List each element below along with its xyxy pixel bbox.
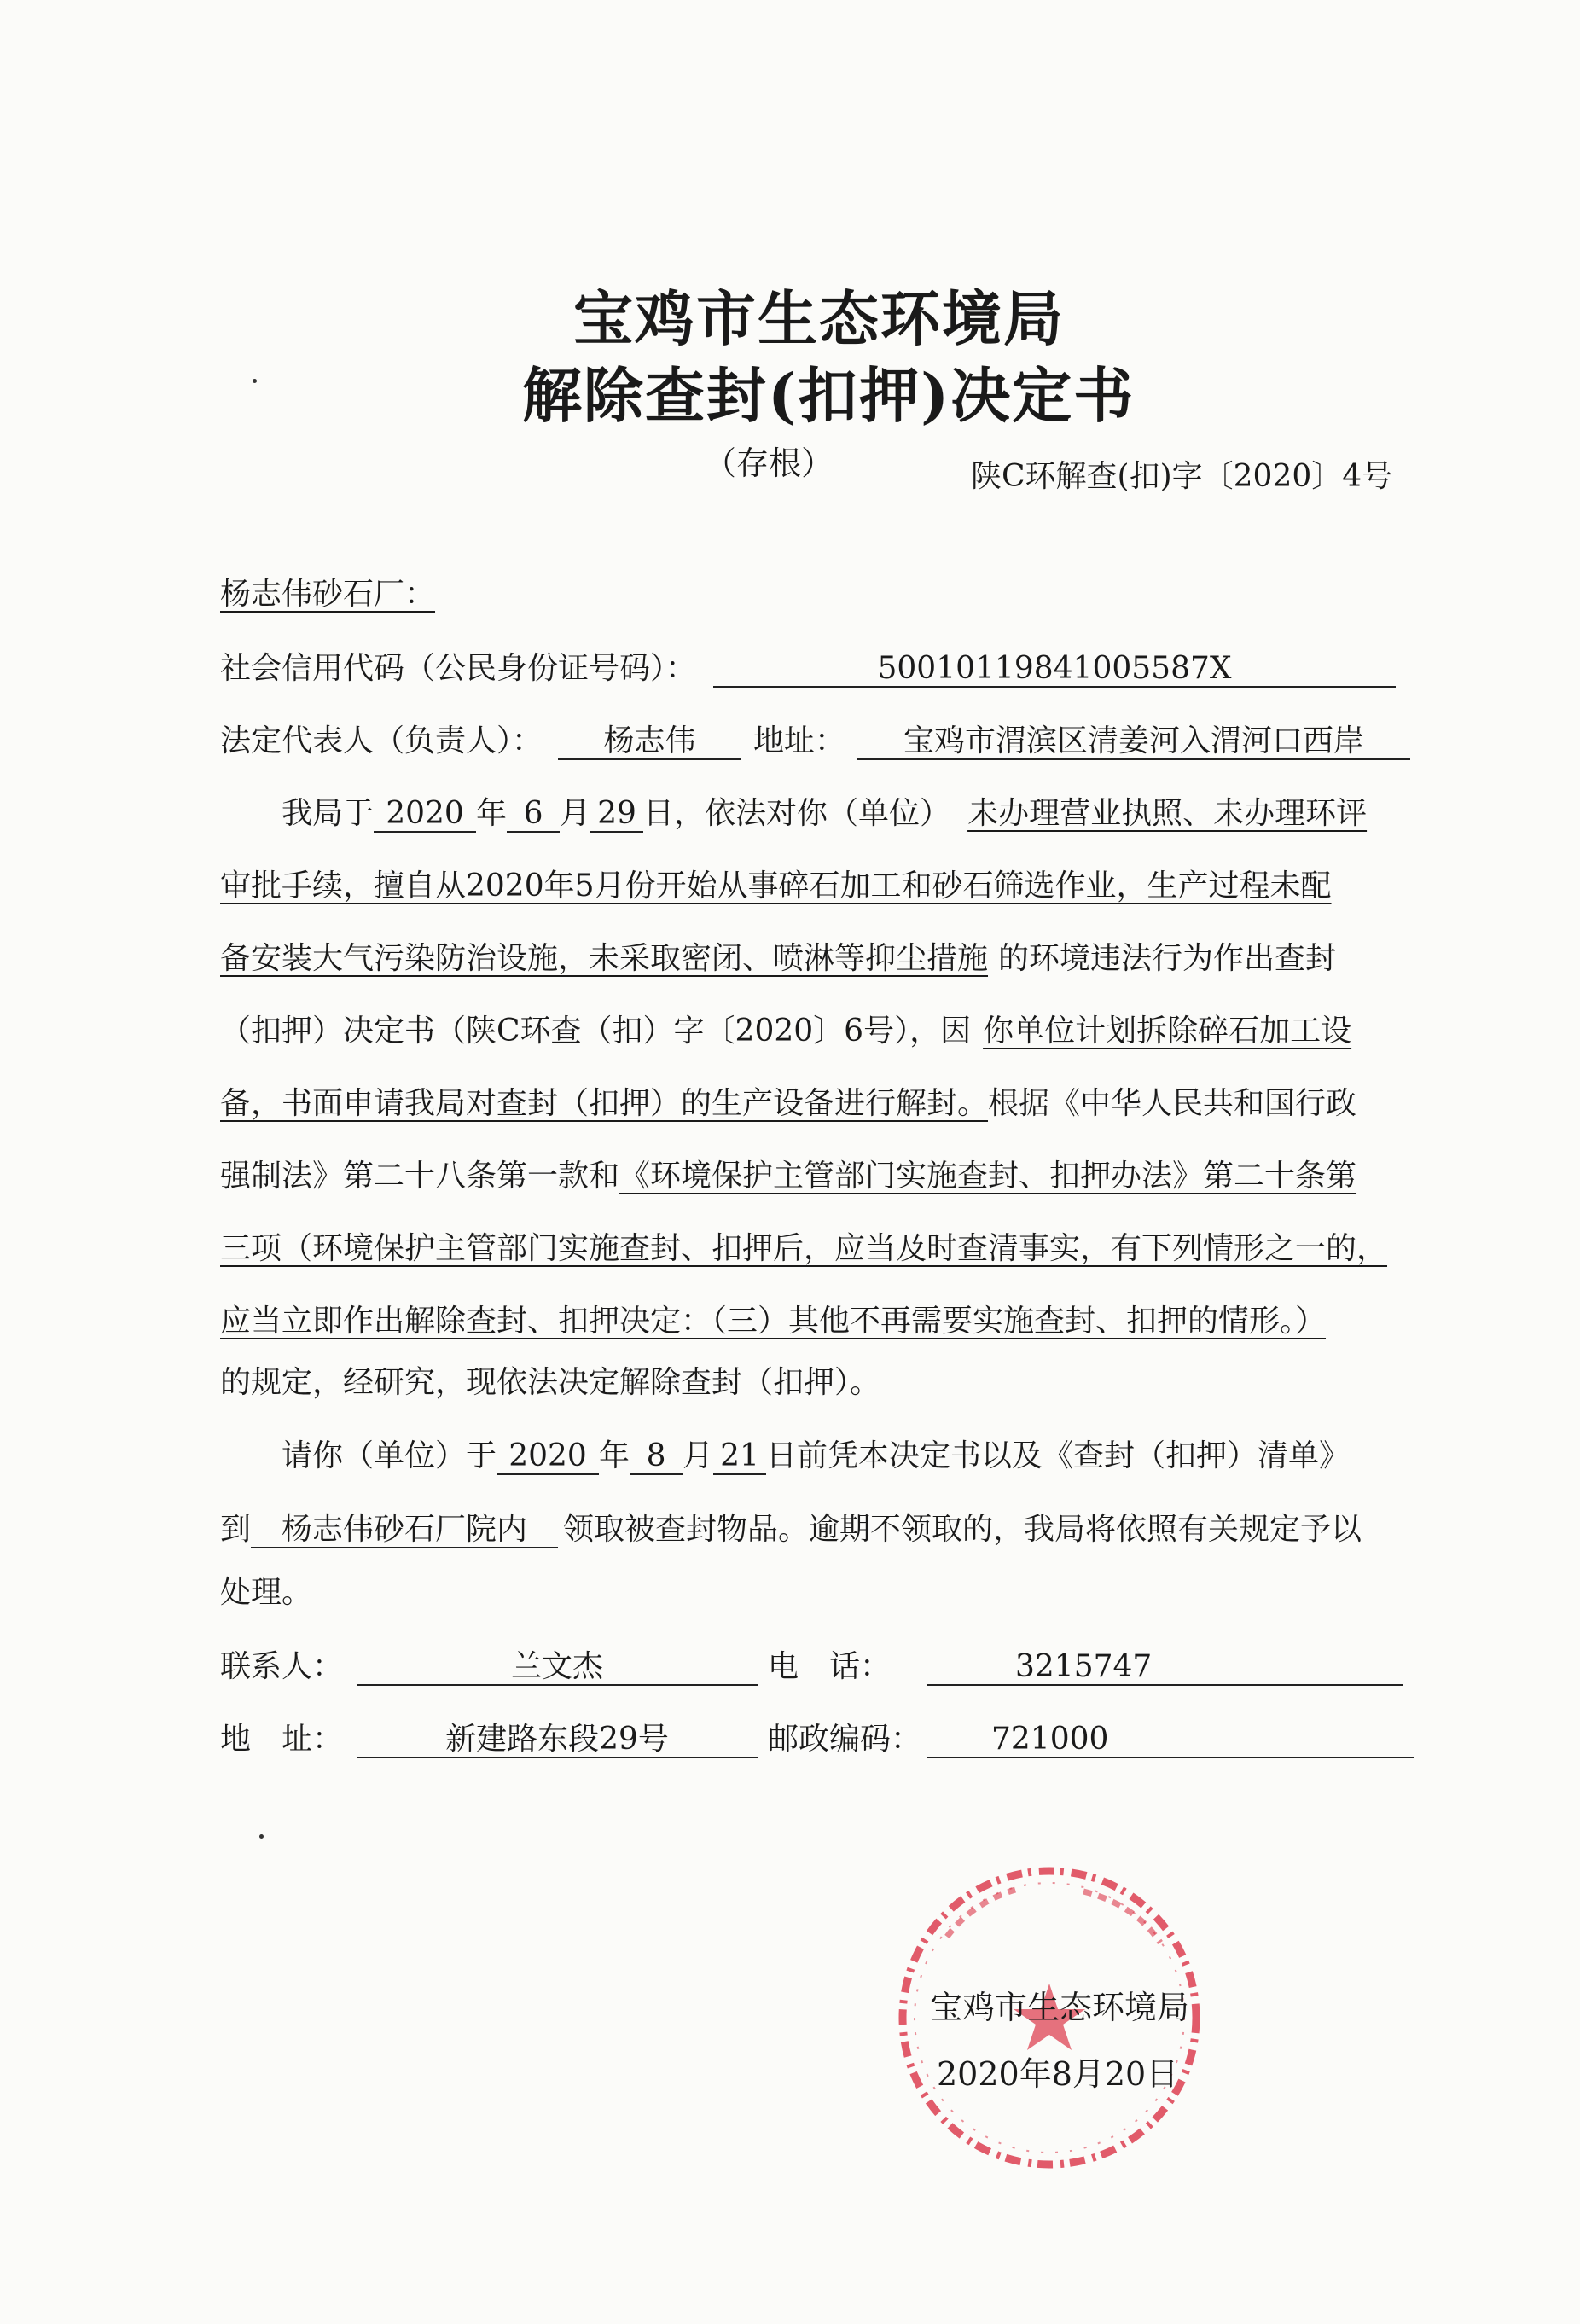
legal-rep-value: 杨志伟 [558,723,741,760]
body-line-12: 处理。 [220,1575,313,1610]
legal-rep-row [220,717,1410,760]
issue-date: 2020年8月20日 [937,2055,1179,2093]
body-line-4 [220,1007,1351,1050]
body-line-3 [220,934,1336,978]
contact-address-value: 新建路东段29号 [357,1722,758,1758]
page-title-line1: 宝鸡市生态环境局 [573,283,1065,354]
legal-rep-label: 法定代表人（负责人）： [220,723,543,758]
text: 日前凭本决定书以及《查封（扣押）清单》 [766,1438,1351,1473]
text: 年 [476,796,508,831]
recipient-name: 杨志伟砂石厂： [220,577,436,612]
text: 强制法》第二十八条第一款和 [220,1159,620,1194]
text: 领取被查封物品。逾期不领取的，我局将依照有关规定予以 [563,1512,1362,1547]
address-label: 地址： [753,723,846,758]
text: （扣押）决定书（陕C环查（扣）字〔2020〕6号），因 [220,1014,972,1049]
reason-text: 备，书面申请我局对查封（扣押）的生产设备进行解封。 [220,1086,989,1121]
decision-day: 29 [590,796,643,833]
issuing-organization: 宝鸡市生态环境局 [930,1989,1190,2026]
phone-label: 电 话： [768,1649,892,1684]
speck [253,379,257,383]
text: 请你（单位）于 [282,1438,497,1473]
credit-code-value: 50010119841005587X [713,651,1396,688]
text: 根据《中华人民共和国行政 [988,1086,1357,1121]
pickup-month: 8 [630,1438,683,1475]
body-line-9: 的规定，经研究，现依法决定解除查封（扣押）。 [220,1365,881,1400]
text: 年 [599,1438,630,1473]
address-value: 宝鸡市渭滨区清姜河入渭河口西岸 [857,723,1410,760]
body-line-2: 审批手续，擅自从2020年5月份开始从事碎石加工和砂石筛选作业，生产过程未配 [220,869,1332,903]
body-line-8: 应当立即作出解除查封、扣押决定：（三）其他不再需要实施查封、扣押的情形。） [220,1304,1327,1339]
document-number: 陕C环解查(扣)字〔2020〕4号 [971,459,1393,494]
decision-month: 6 [507,796,560,833]
text: 月 [683,1438,714,1473]
law-text: 《环境保护主管部门实施查封、扣押办法》第二十条第 [619,1159,1357,1194]
text: 到 [220,1512,252,1547]
pickup-day: 21 [713,1438,766,1475]
body-line-6 [220,1152,1356,1195]
body-line-10 [282,1432,1350,1475]
copy-type: （存根） [704,444,834,482]
postcode-value: 721000 [927,1722,1414,1758]
body-line-7: 三项（环境保护主管部门实施查封、扣押后，应当及时查清事实，有下列情形之一的， [220,1231,1388,1266]
pickup-place: 杨志伟砂石厂院内 [251,1512,558,1548]
credit-code-row [220,644,1396,688]
decision-year: 2020 [374,796,476,833]
body-line-11 [220,1505,1362,1548]
contact-address-label: 地 址： [220,1722,344,1757]
reason-text: 你单位计划拆除碎石加工设 [983,1014,1352,1049]
contact-row-1 [220,1642,1403,1686]
body-line-5 [220,1079,1356,1123]
text: 的环境违法行为作出查封 [998,941,1337,976]
credit-code-label: 社会信用代码（公民身份证号码）： [220,651,697,686]
violation-text: 备安装大气污染防治设施，未采取密闭、喷淋等抑尘措施 [220,941,989,976]
violation-text: 未办理营业执照、未办理环评 [967,796,1368,831]
phone-value: 3215747 [927,1649,1403,1686]
postcode-label: 邮政编码： [768,1722,922,1757]
page-title-line2: 解除查封(扣押)决定书 [522,360,1136,431]
text: 我局于 [282,796,375,831]
speck [259,1834,264,1839]
pickup-year: 2020 [497,1438,599,1475]
text: 月 [560,796,591,831]
contact-person-value: 兰文杰 [357,1649,758,1686]
contact-person-label: 联系人： [220,1649,344,1684]
contact-row-2 [220,1715,1414,1758]
text: 日，依法对你（单位） [643,796,951,831]
body-line-1 [282,789,1367,833]
